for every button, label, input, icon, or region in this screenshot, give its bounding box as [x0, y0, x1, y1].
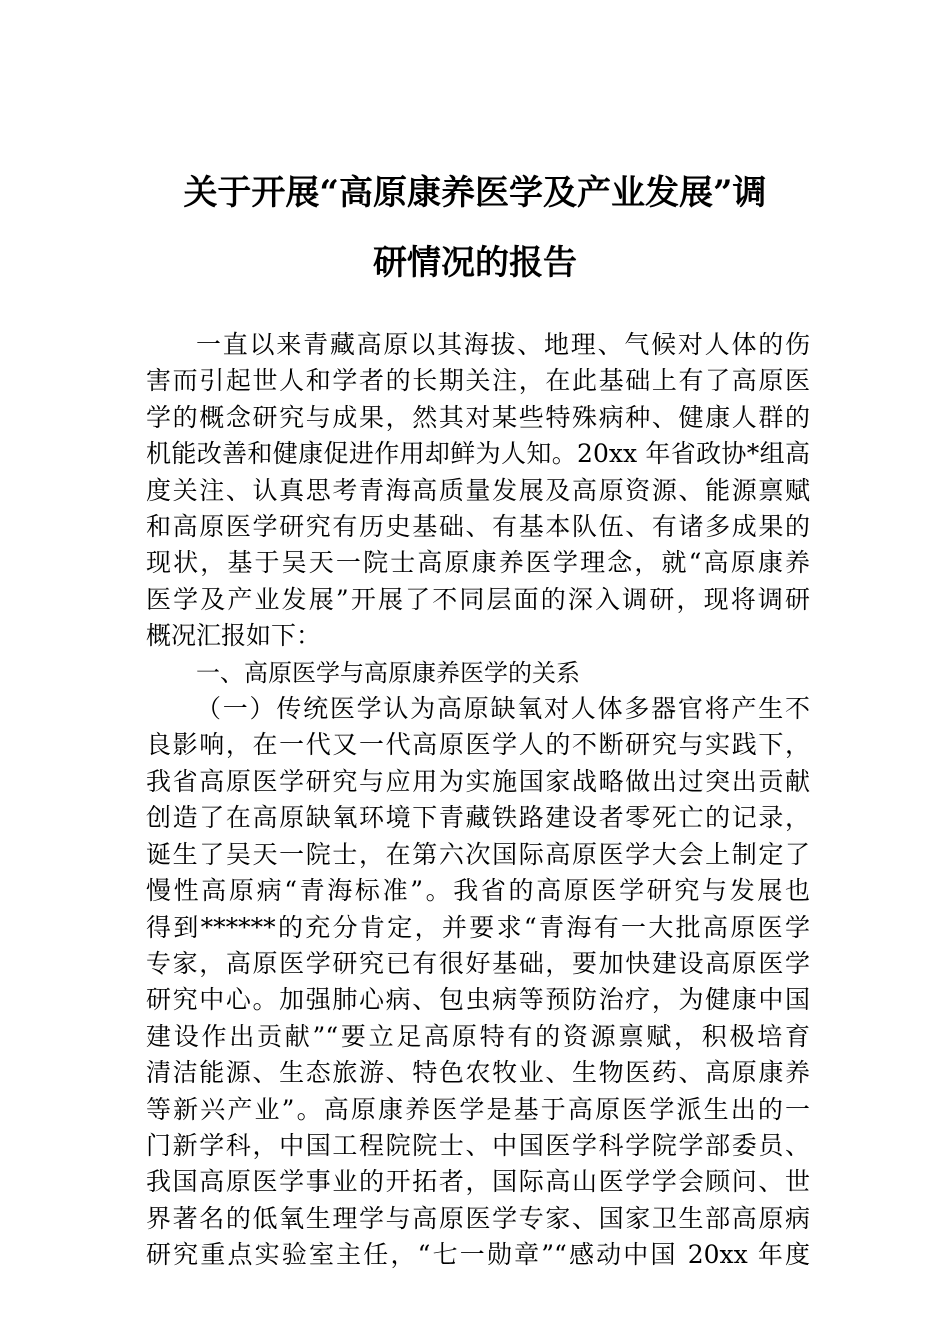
- paragraph-line: 我省高原医学研究与应用为实施国家战略做出过突出贡献: [146, 766, 810, 796]
- intro-paragraph: [146, 327, 810, 655]
- paragraph-line: 界著名的低氧生理学与高原医学专家、国家卫生部高原病: [146, 1203, 810, 1233]
- paragraph-line: 得到******的充分肯定，并要求“青海有一大批高原医学: [146, 912, 810, 942]
- paragraph-line: 一直以来青藏高原以其海拔、地理、气候对人体的伤: [196, 330, 810, 359]
- title-line-2: 研情况的报告: [373, 243, 577, 283]
- paragraph-line: 现状，基于吴天一院士高原康养医学理念，就“高原康养: [146, 548, 810, 578]
- paragraph-line: 我国高原医学事业的开拓者，国际高山医学学会顾问、世: [146, 1167, 810, 1197]
- paragraph-line: 门新学科，中国工程院院士、中国医学科学院学部委员、: [146, 1130, 810, 1160]
- paragraph-line: 和高原医学研究有历史基础、有基本队伍、有诸多成果的: [146, 512, 810, 542]
- paragraph-line: 慢性高原病“青海标准”。我省的高原医学研究与发展也: [146, 876, 810, 906]
- paragraph-line: 害而引起世人和学者的长期关注，在此基础上有了高原医: [146, 366, 810, 396]
- title-line-1: 关于开展“高原康养医学及产业发展”调: [183, 173, 767, 213]
- section-paragraph: [146, 691, 810, 1274]
- paragraph-line: （一）传统医学认为高原缺氧对人体多器官将产生不: [196, 694, 810, 724]
- section-heading: 一、高原医学与高原康养医学的关系: [196, 658, 580, 687]
- document-body: [146, 327, 810, 1274]
- document-title: [140, 158, 810, 298]
- paragraph-line: 机能改善和健康促进作用却鲜为人知。20xx 年省政协*组高: [146, 439, 810, 469]
- paragraph-line: 创造了在高原缺氧环境下青藏铁路建设者零死亡的记录，: [146, 803, 810, 833]
- paragraph-line: 专家，高原医学研究已有很好基础，要加快建设高原医学: [146, 948, 810, 978]
- paragraph-line: 清洁能源、生态旅游、特色农牧业、生物医药、高原康养: [146, 1058, 810, 1088]
- paragraph-line: 研究重点实验室主任，“七一勋章”“感动中国 20xx 年度: [146, 1240, 810, 1270]
- paragraph-line: 研究中心。加强肺心病、包虫病等预防治疗，为健康中国: [146, 985, 810, 1015]
- paragraph-line: 等新兴产业”。高原康养医学是基于高原医学派生出的一: [146, 1094, 810, 1124]
- paragraph-line: 度关注、认真思考青海高质量发展及高原资源、能源禀赋: [146, 475, 810, 505]
- paragraph-line: 概况汇报如下：: [146, 621, 322, 651]
- paragraph-line: 学的概念研究与成果，然其对某些特殊病种、健康人群的: [146, 402, 810, 432]
- paragraph-line: 建设作出贡献”“要立足高原特有的资源禀赋，积极培育: [146, 1021, 810, 1051]
- paragraph-line: 诞生了吴天一院士，在第六次国际高原医学大会上制定了: [146, 839, 810, 869]
- paragraph-line: 医学及产业发展”开展了不同层面的深入调研，现将调研: [146, 584, 810, 614]
- paragraph-line: 良影响，在一代又一代高原医学人的不断研究与实践下，: [146, 730, 810, 760]
